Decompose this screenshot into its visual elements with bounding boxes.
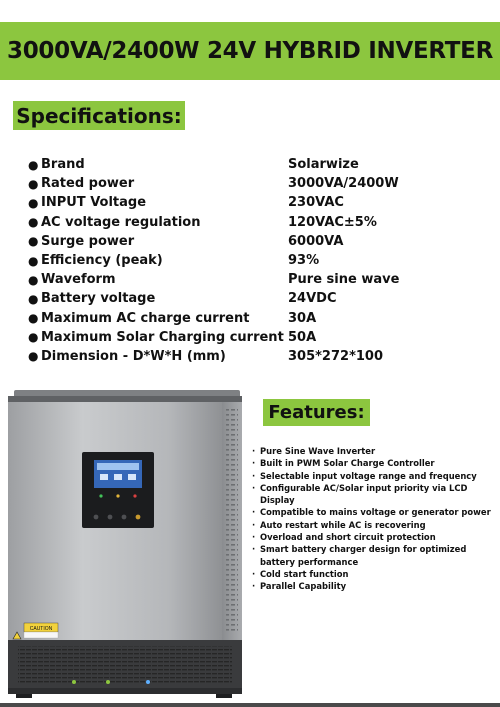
panel-button-3 [122,515,127,520]
spec-value: 120VAC±5% [288,214,377,230]
specifications-heading: Specifications: [16,103,182,128]
spec-label: Waveform [41,272,116,288]
spec-label: Efficiency (peak) [41,253,163,269]
bullet-icon: ● [28,349,39,364]
bullet-icon: ● [28,234,39,249]
bullet-icon: ● [28,291,39,306]
spec-label: AC voltage regulation [41,214,201,230]
spec-value: Pure sine wave [288,272,400,288]
bullet-icon: ● [28,253,39,268]
features-heading-box [263,399,370,426]
feature-item: · Compatible to mains voltage or generator power [252,506,492,518]
feature-item: · Auto restart while AC is recovering [252,519,492,531]
spec-row-ac-regulation [28,213,488,232]
feature-item: · Smart battery charger design for optimized battery performance [252,543,492,568]
status-led-yellow [116,494,119,497]
bullet-icon: ● [28,311,39,326]
feature-item: · Pure Sine Wave Inverter [252,445,492,457]
spec-value: 3000VA/2400W [288,176,399,192]
status-led-red [133,494,136,497]
spec-row-efficiency [28,251,488,270]
spec-row-brand [28,155,488,174]
spec-value: 93% [288,253,320,269]
spec-value: 6000VA [288,233,344,249]
spec-label: Maximum AC charge current [41,310,250,326]
inverter-product-image [8,388,248,700]
spec-value: Solarwize [288,157,359,173]
spec-value: 305*272*100 [288,348,384,364]
spec-row-ac-charge-current [28,309,488,328]
specifications-list [28,155,488,366]
spec-row-rated-power [28,174,488,193]
spec-label: Rated power [41,176,135,192]
spec-row-input-voltage [28,193,488,212]
spec-label: Brand [41,157,85,173]
spec-row-dimension [28,347,488,366]
feature-item: · Built in PWM Solar Charge Controller [252,457,492,469]
panel-button-1 [94,515,99,520]
spec-label: INPUT Voltage [41,195,147,211]
spec-value: 30A [288,310,317,326]
specifications-heading-box [13,101,185,130]
bullet-icon: ● [28,176,39,191]
spec-label: Surge power [41,233,135,249]
bullet-icon: ● [28,215,39,230]
features-heading: Features: [268,402,365,423]
spec-value: 24VDC [288,291,337,307]
feature-item: · Overload and short circuit protection [252,531,492,543]
spec-label: Dimension - D*W*H (mm) [41,348,226,364]
title-banner [0,22,500,80]
spec-label: Battery voltage [41,291,156,307]
panel-button-4 [136,515,141,520]
spec-label: Maximum Solar Charging current [41,329,284,345]
bullet-icon: ● [28,330,39,345]
spec-row-solar-charge-current [28,328,488,347]
spec-value: 230VAC [288,195,344,211]
feature-item: · Parallel Capability [252,580,492,592]
bullet-icon: ● [28,157,39,172]
status-led-green [99,494,102,497]
bullet-icon: ● [28,272,39,287]
spec-row-waveform [28,270,488,289]
feature-item: · Configurable AC/Solar input priority via LCD Display [252,482,492,507]
footer-bar [0,703,500,707]
spec-row-surge-power [28,232,488,251]
bullet-icon: ● [28,195,39,210]
page-title: 3000VA/2400W 24V HYBRID INVERTER [7,38,493,64]
features-list [252,445,492,593]
panel-button-2 [108,515,113,520]
feature-item: · Selectable input voltage range and frequency [252,470,492,482]
feature-item: · Cold start function [252,568,492,580]
spec-row-battery-voltage [28,289,488,308]
caution-label-text: CAUTION [29,626,53,632]
spec-value: 50A [288,329,317,345]
